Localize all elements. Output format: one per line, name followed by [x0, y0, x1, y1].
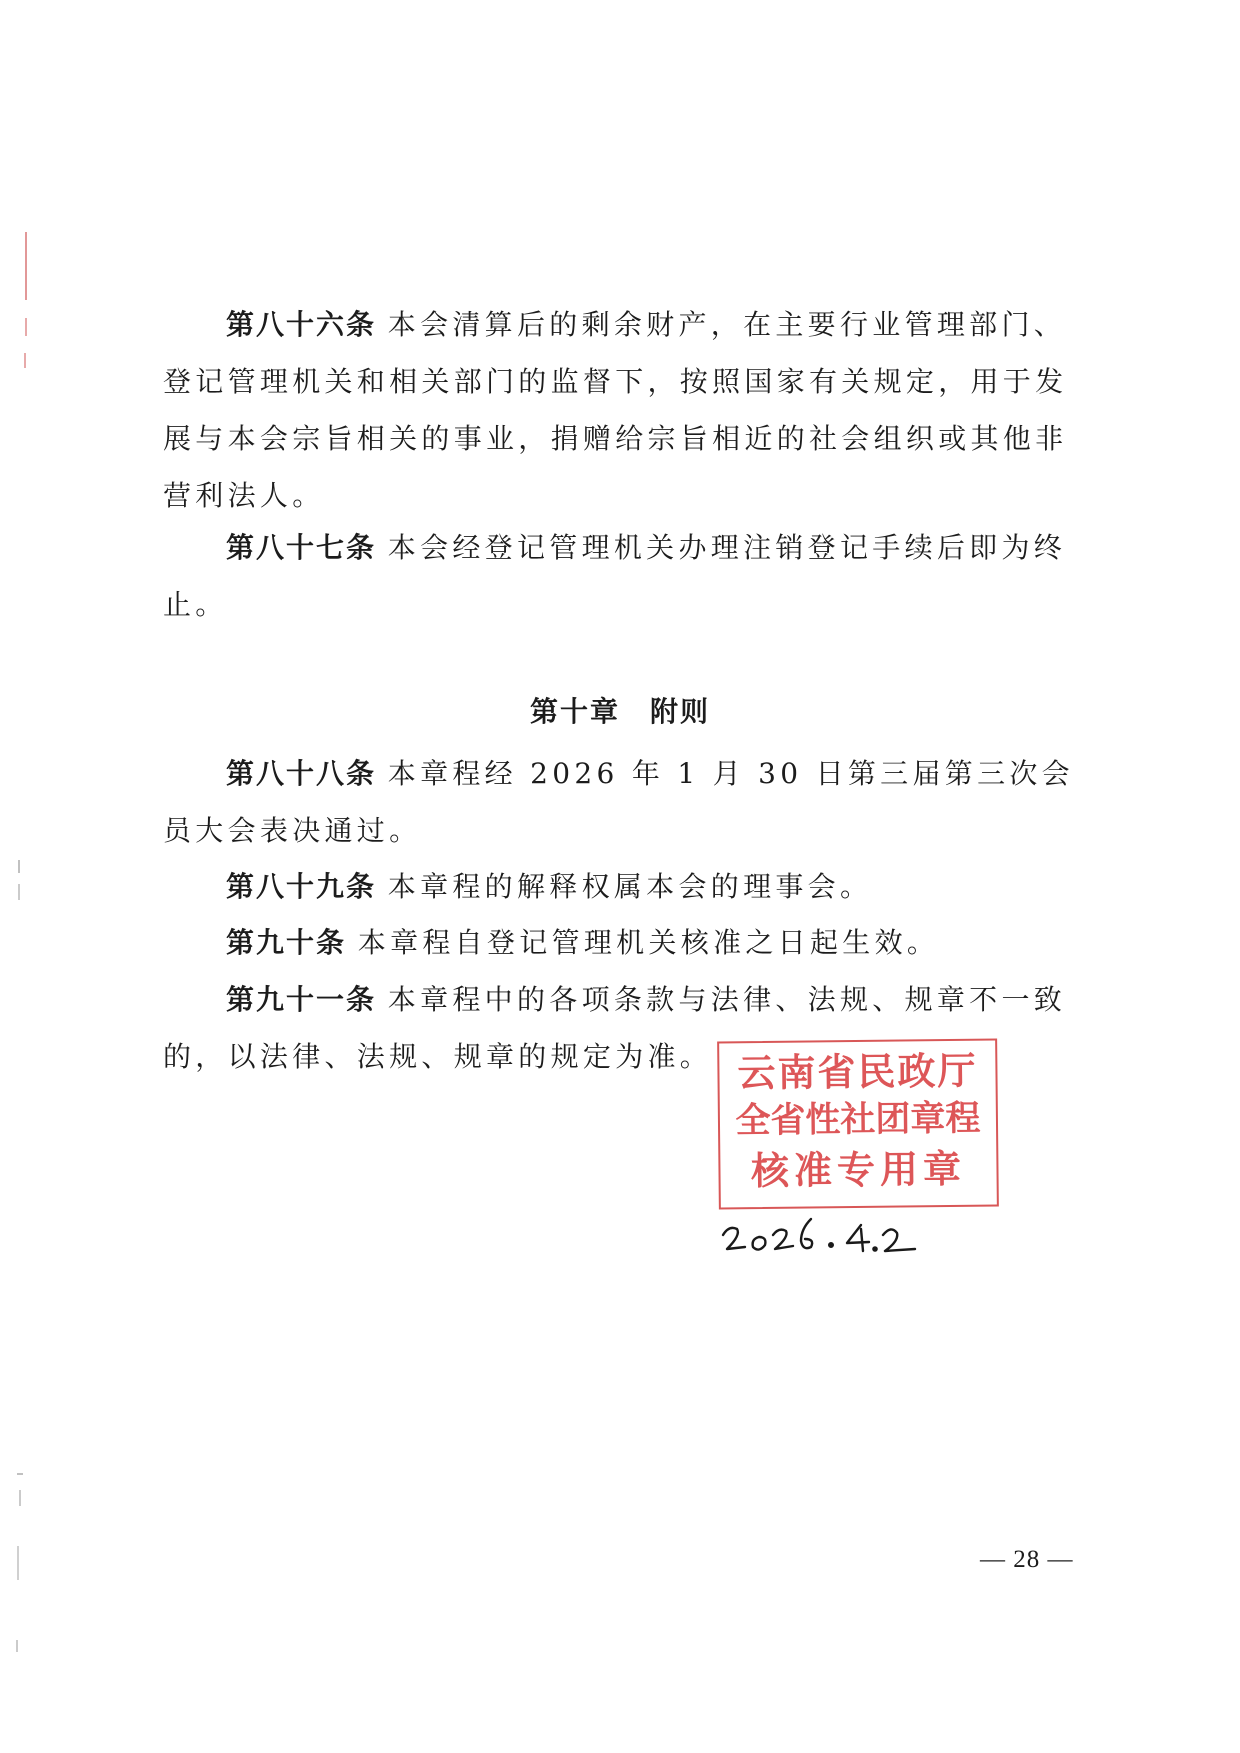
article-86-number: 第八十六条	[226, 308, 377, 341]
article-90-text: 本章程自登记管理机关核准之日起生效。	[357, 926, 940, 959]
seal-line-2: 全省性社团章程	[735, 1098, 981, 1142]
article-90-number: 第九十条	[226, 926, 347, 959]
article-89-text: 本章程的解释权属本会的理事会。	[387, 870, 873, 903]
article-91-text: 本章程中的各项条款与法律、法规、规章不一致的，以法律、法规、规章的规定为准。	[163, 983, 1067, 1073]
chapter-title: 第十章 附则	[529, 695, 710, 728]
article-88	[163, 745, 1091, 859]
article-90	[163, 914, 1091, 971]
seal-line-3: 核准专用章	[750, 1146, 967, 1194]
article-89	[163, 858, 1091, 915]
approval-seal-stamp	[717, 1039, 999, 1210]
seal-line-1: 云南省民政厅	[737, 1048, 978, 1096]
article-87	[163, 519, 1091, 633]
page-number: — 28 —	[980, 1546, 1074, 1573]
article-86-text: 本会清算后的剩余财产，在主要行业管理部门、登记管理机关和相关部门的监督下，按照国家有关规定，用于发展与本会宗旨相关的事业，捐赠给宗旨相近的社会组织或其他非营利法人。	[163, 308, 1068, 512]
article-86	[163, 296, 1091, 524]
article-88-text: 本章程经 2026 年 1 月 30 日第三届第三次会员大会表决通过。	[163, 757, 1074, 847]
article-89-number: 第八十九条	[226, 870, 377, 903]
article-87-number: 第八十七条	[226, 531, 377, 564]
article-87-text: 本会经登记管理机关办理注销登记手续后即为终止。	[163, 531, 1067, 621]
handwritten-date-signature	[715, 1205, 935, 1265]
article-91-number: 第九十一条	[226, 983, 377, 1016]
scan-artifact-marks	[0, 0, 40, 1753]
article-88-number: 第八十八条	[226, 757, 377, 790]
